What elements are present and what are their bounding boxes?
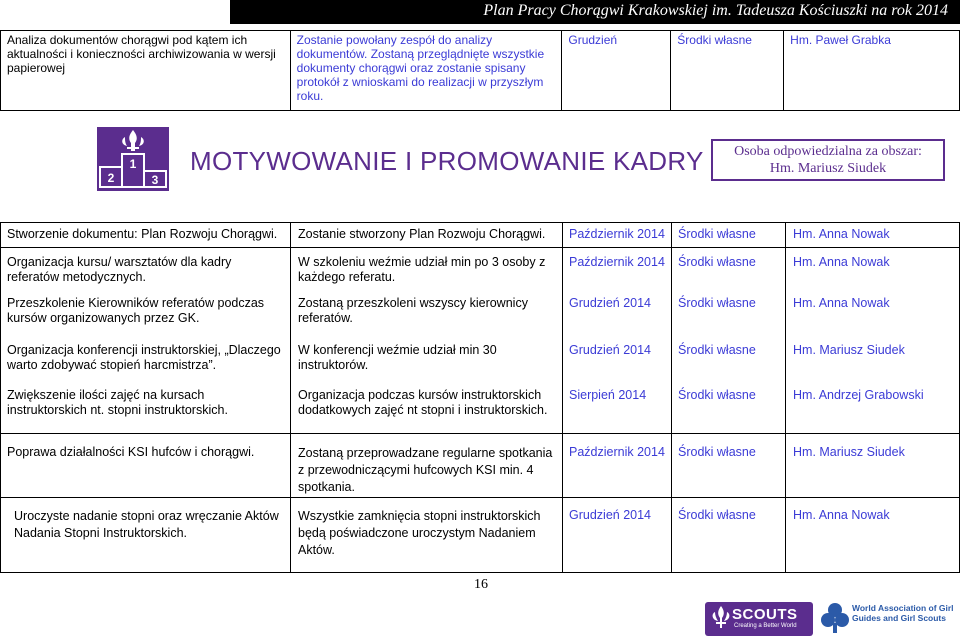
row-date: Sierpień 2014 (569, 388, 647, 402)
outcome-cell: Zostanie powołany zespół do analizy dokumentów. Zostaną przeglądnięte wszystkie dokumenty chorągwi oraz zostanie spisany protokół z wnioskami do realizacji w przyszłym roku. (290, 31, 562, 111)
row-outcome: W konferencji weźmie udział min 30 instruktorów. (298, 343, 497, 372)
page-number: 16 (474, 577, 488, 592)
podium-fleur-de-lis-icon (97, 127, 169, 191)
date-cell: Grudzień (562, 31, 671, 111)
row-outcome: Zostaną przeszkoleni wszyscy kierownicy referatów. (298, 296, 528, 325)
row-funding: Środki własne (678, 445, 756, 459)
wagggs-name: World Association of Girl Guides and Girl Scouts (852, 603, 954, 623)
row-person: Hm. Andrzej Grabowski (793, 388, 924, 402)
row-task: Poprawa działalności KSI hufców i chorągwi. (7, 445, 255, 459)
top-table (0, 30, 960, 111)
row-funding: Środki własne (678, 255, 756, 269)
responsible-person: Hm. Mariusz Siudek (769, 161, 887, 176)
row-person: Hm. Anna Nowak (793, 227, 890, 241)
scouts-wordmark: SCOUTS (732, 606, 798, 623)
podium-number-1: 1 (129, 157, 137, 171)
row-outcome: W szkoleniu weźmie udział min po 3 osoby z każdego referatu. (298, 255, 546, 284)
row-funding: Środki własne (678, 508, 756, 522)
row-task: Stworzenie dokumentu: Plan Rozwoju Chorągwi. (7, 227, 278, 241)
row-date: Grudzień 2014 (569, 296, 652, 310)
responsible-box (711, 139, 945, 181)
podium-number-2: 2 (107, 171, 115, 185)
row-task: Organizacja konferencji instruktorskiej, „Dlaczego warto zdobywać stopień harcmistrza”. (7, 343, 281, 372)
row-funding: Środki własne (678, 388, 756, 402)
row-outcome: Zostanie stworzony Plan Rozwoju Chorągwi. (298, 227, 546, 241)
row-date: Październik 2014 (569, 255, 665, 269)
scouts-tagline: Creating a Better World (734, 623, 797, 629)
row-outcome: Zostaną przeprowadzane regularne spotkania z przewodniczącymi hufcowych KSI min. 4 spotkania. (298, 446, 553, 494)
fleur-de-lis-icon (709, 604, 733, 634)
row-task: Przeszkolenie Kierowników referatów podczas kursów organizowanych przez GK. (7, 296, 265, 325)
column-divider (785, 222, 786, 573)
row-task: Uroczyste nadanie stopni oraz wręczanie Aktów Nadania Stopni Instruktorskich. (14, 509, 279, 540)
row-outcome: Wszystkie zamknięcia stopni instruktorskich będą poświadczone uroczystym Nadaniem Aktów. (298, 509, 541, 557)
row-funding: Środki własne (678, 343, 756, 357)
funding-cell: Środki własne (671, 31, 784, 111)
row-date: Październik 2014 (569, 227, 665, 241)
person-cell: Hm. Paweł Grabka (784, 31, 960, 111)
row-task: Zwiększenie ilości zajęć na kursach instruktorskich nt. stopni instruktorskich. (7, 388, 228, 417)
row-date: Październik 2014 (569, 445, 665, 459)
row-person: Hm. Anna Nowak (793, 296, 890, 310)
row-outcome: Organizacja podczas kursów instruktorskich dodatkowych zajęć nt stopni i instruktorskich. (298, 388, 548, 417)
responsible-label: Osoba odpowiedzialna za obszar: (734, 144, 922, 159)
row-date: Grudzień 2014 (569, 508, 652, 522)
row-date: Grudzień 2014 (569, 343, 652, 357)
column-divider (290, 222, 291, 573)
podium-number-3: 3 (151, 173, 159, 187)
section-title: MOTYWOWANIE I PROMOWANIE KADRY (190, 146, 704, 176)
row-person: Hm. Anna Nowak (793, 508, 890, 522)
row-funding: Środki własne (678, 227, 756, 241)
row-person: Hm. Mariusz Siudek (793, 445, 905, 459)
row-task: Organizacja kursu/ warsztatów dla kadry referatów metodycznych. (7, 255, 232, 284)
row-person: Hm. Anna Nowak (793, 255, 890, 269)
trefoil-icon (820, 601, 850, 635)
row-person: Hm. Mariusz Siudek (793, 343, 905, 357)
page-header-title: Plan Pracy Chorągwi Krakowskiej im. Tadeusza Kościuszki na rok 2014 (483, 2, 948, 19)
table-row (1, 31, 960, 111)
row-funding: Środki własne (678, 296, 756, 310)
task-cell: Analiza dokumentów chorągwi pod kątem ich aktualności i konieczności archiwizowania w wersji papierowej (1, 31, 291, 111)
column-divider (562, 222, 563, 573)
column-divider (671, 222, 672, 573)
